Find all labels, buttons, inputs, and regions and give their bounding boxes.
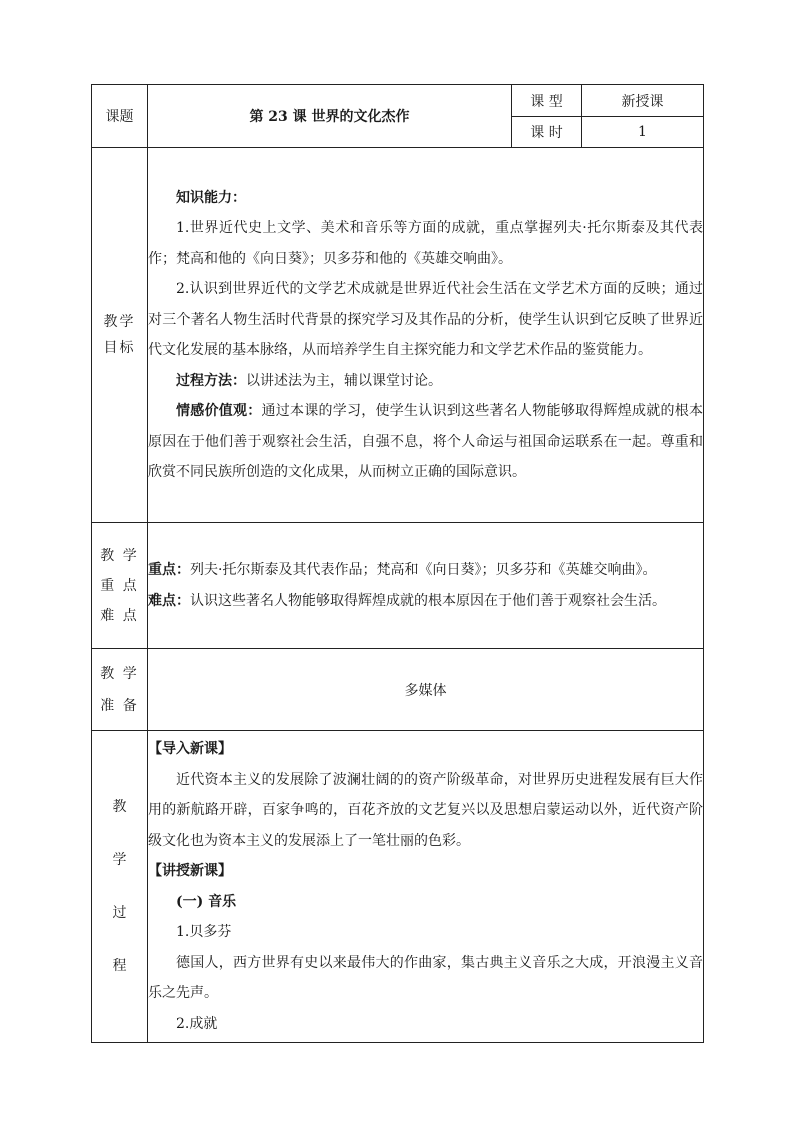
hours-label: 课 时 (530, 125, 563, 141)
objectives-label-line2: 目标 (103, 340, 136, 356)
type-value-cell (582, 85, 704, 117)
process-label-cell (92, 731, 148, 1043)
preparation-label-line2: 准 备 (100, 697, 139, 714)
emotion-text: 通过本课的学习，使学生认识到这些著名人物能够取得辉煌成就的根本原因在于他们善于观察社会生活，自强不息，将个人命运与祖国命运联系在一起。尊重和欣赏不同民族所创造的文化成果，从而树立正确的国际意识。 (148, 403, 703, 480)
objectives-content (148, 148, 704, 523)
keypoints-row (92, 523, 704, 649)
item-achievement: 2.成就 (176, 1015, 218, 1032)
preparation-label-cell (92, 649, 148, 731)
process-label-char-1: 教 (112, 799, 127, 815)
emotion-values (148, 396, 703, 488)
type-value: 新授课 (621, 93, 664, 110)
objectives-label-line1: 教学 (103, 314, 136, 330)
keypoints-label-cell (92, 523, 148, 649)
title-label: 课题 (105, 109, 134, 125)
process-row (92, 731, 704, 1043)
process-heading: 过程方法： (176, 372, 246, 389)
type-label-cell (512, 85, 582, 117)
section-music: (一) 音乐 (176, 893, 237, 910)
knowledge-item-1: 1.世界近代史上文学、美术和音乐等方面的成就，重点掌握列夫·托尔斯泰及其代表作；梵高和他的《向日葵》；贝多芬和他的《英雄交响曲》。 (148, 220, 703, 267)
knowledge-item-2: 2.认识到世界近代的文学艺术成就是世界近代社会生活在文学艺术方面的反映；通过对三个著名人物生活时代背景的探究学习及其作品的分析，使学生认识到它反映了世界近代文化发展的基本脉络，从而培养学生自主探究能力和文学艺术作品的鉴赏能力。 (148, 281, 703, 358)
difficult-heading: 难点： (148, 592, 190, 609)
title-label-cell (92, 85, 148, 148)
lesson-title: 第 23 课 世界的文化杰作 (249, 109, 410, 125)
keypoints-label-line3: 难 点 (100, 607, 139, 624)
new-lesson-heading: 【讲授新课】 (148, 863, 232, 879)
title-value-cell (148, 85, 512, 148)
knowledge-heading: 知识能力： (176, 189, 246, 206)
objectives-row (92, 148, 704, 523)
hours-value: 1 (638, 124, 647, 140)
process-content (148, 731, 704, 1043)
keypoints-label-line1: 教 学 (100, 547, 139, 564)
process-label-char-3: 过 (112, 905, 127, 921)
process-method (148, 366, 703, 397)
key-heading: 重点： (148, 562, 190, 578)
process-label-char-2: 学 (112, 852, 127, 868)
preparation-value: 多媒体 (404, 682, 447, 699)
preparation-row (92, 649, 704, 731)
title-row (92, 85, 704, 117)
difficult-text: 认识这些著名人物能够取得辉煌成就的根本原因在于他们善于观察社会生活。 (190, 592, 666, 609)
keypoints-content (148, 523, 704, 649)
emotion-heading: 情感价值观： (176, 403, 262, 419)
process-text: 以讲述法为主，辅以课堂讨论。 (246, 372, 442, 389)
item-beethoven: 1.贝多芬 (176, 924, 232, 940)
objectives-label-cell (92, 148, 148, 523)
key-text: 列夫·托尔斯泰及其代表作品；梵高和《向日葵》；贝多芬和《英雄交响曲》。 (190, 562, 657, 578)
key-point (148, 555, 703, 586)
type-label: 课 型 (530, 93, 563, 110)
process-label-char-4: 程 (112, 958, 127, 974)
intro-heading: 【导入新课】 (148, 741, 232, 757)
hours-value-cell (582, 117, 704, 148)
lesson-plan-table (91, 84, 704, 1043)
preparation-value-cell (148, 649, 704, 731)
keypoints-label-line2: 重 点 (100, 577, 139, 594)
preparation-label-line1: 教 学 (100, 665, 139, 682)
difficult-point (148, 586, 703, 617)
intro-text: 近代资本主义的发展除了波澜壮阔的的资产阶级革命，对世界历史进程发展有巨大作用的新航路开辟，百家争鸣的，百花齐放的文艺复兴以及思想启蒙运动以外，近代资产阶级文化也为资本主义的发展添上了一笔壮丽的色彩。 (148, 771, 703, 849)
item-beethoven-text: 德国人，西方世界有史以来最伟大的作曲家，集古典主义音乐之大成，开浪漫主义音乐之先声。 (148, 954, 703, 1001)
hours-label-cell (512, 117, 582, 148)
